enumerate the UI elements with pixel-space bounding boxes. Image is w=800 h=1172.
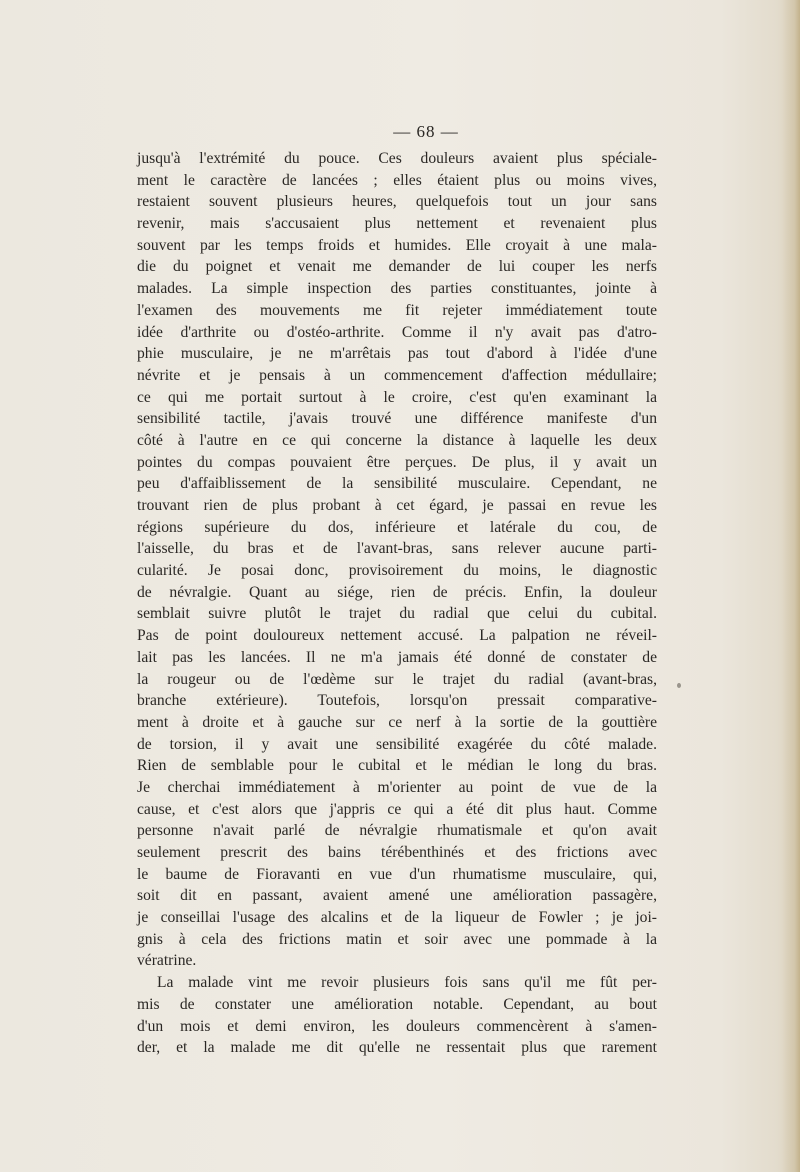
text-line: seulement prescrit des bains térébenthinés et des frictions avec (137, 844, 657, 861)
text-line: l'aisselle, du bras et de l'avant-bras, sans relever aucune parti- (137, 540, 657, 558)
text-line: branche extérieure). Toutefois, lorsqu'on pressait comparative- (137, 692, 657, 710)
page-number: — 68 — (393, 122, 459, 141)
text-line: semblait suivre plutôt le trajet du radial que celui du cubital. (137, 605, 657, 623)
text-line: pointes du compas pouvaient être perçues. De plus, il y avait un (137, 453, 657, 471)
text-line: souvent par les temps froids et humides. Elle croyait à une mala- (137, 236, 657, 254)
text-line: Pas de point douloureux nettement accusé. La palpation ne réveil- (137, 627, 657, 645)
body-text (137, 148, 657, 1059)
text-line: cause, et c'est alors que j'appris ce qui a été dit plus haut. Comme (137, 800, 657, 818)
page-edge-shadow (782, 0, 800, 1172)
text-line: die du poignet et venait me demander de lui couper les nerfs (137, 258, 657, 276)
text-line: l'examen des mouvements me fit rejeter immédiatement toute (137, 301, 657, 319)
text-line: idée d'arthrite ou d'ostéo-arthrite. Comme il n'y avait pas d'atro- (137, 323, 657, 341)
text-line: jusqu'à l'extrémité du pouce. Ces douleurs avaient plus spéciale- (137, 150, 657, 167)
text-line: cularité. Je posai donc, provisoirement du moins, le diagnostic (137, 562, 657, 580)
text-line: Rien de semblable pour le cubital et le médian le long du bras. (137, 757, 657, 775)
text-line: je conseillai l'usage des alcalins et de la liqueur de Fowler ; je joi- (137, 909, 657, 927)
text-line: régions supérieure du dos, inférieure et latérale du cou, de (137, 518, 657, 536)
text-line: de torsion, il y avait une sensibilité exagérée du côté malade. (137, 735, 657, 753)
text-line: personne n'avait parlé de névralgie rhumatismale et qu'on avait (137, 822, 657, 840)
text-line: sensibilité tactile, j'avais trouvé une différence manifeste d'un (137, 410, 657, 428)
text-line: mis de constater une amélioration notable. Cependant, au bout (137, 995, 657, 1013)
text-line: soit dit en passant, avaient amené une amélioration passagère, (137, 887, 657, 905)
text-line: ce qui me portait surtout à le croire, c'est qu'en examinant la (137, 388, 657, 406)
text-line: côté à l'autre en ce qui concerne la distance à laquelle les deux (137, 431, 657, 449)
text-line: d'un mois et demi environ, les douleurs commencèrent à s'amen- (137, 1017, 657, 1035)
text-line: restaient souvent plusieurs heures, quelquefois tout un jour sans (137, 193, 657, 211)
text-line: de névralgie. Quant au siége, rien de précis. Enfin, la douleur (137, 583, 657, 601)
text-line: revenir, mais s'accusaient plus nettement et revenaient plus (137, 215, 657, 233)
text-line: névrite et je pensais à un commencement d'affection médullaire; (137, 366, 657, 384)
text-line: der, et la malade me dit qu'elle ne ressentait plus que rarement (137, 1039, 657, 1057)
ink-speck (677, 683, 681, 688)
text-line: ment le caractère de lancées ; elles étaient plus ou moins vives, (137, 171, 657, 189)
text-line: lait pas les lancées. Il ne m'a jamais été donné de constater de (137, 648, 657, 666)
text-line: ment à droite et à gauche sur ce nerf à la sortie de la gouttière (137, 713, 657, 731)
text-line: vératrine. (137, 952, 197, 970)
text-line: trouvant rien de plus probant à cet égard, je passai en revue les (137, 497, 657, 514)
text-line: la rougeur ou de l'œdème sur le trajet du radial (avant-bras, (137, 670, 657, 688)
text-line: peu d'affaiblissement de la sensibilité musculaire. Cependant, ne (137, 475, 657, 493)
text-line: le baume de Fioravanti en vue d'un rhumatisme musculaire, qui, (137, 865, 657, 883)
text-line: Je cherchai immédiatement à m'orienter au point de vue de la (137, 778, 657, 796)
text-line: phie musculaire, je ne m'arrêtais pas tout d'abord à l'idée d'une (137, 345, 657, 363)
text-line: La malade vint me revoir plusieurs fois sans qu'il me fût per- (157, 974, 657, 992)
text-line: malades. La simple inspection des parties constituantes, jointe à (137, 280, 657, 298)
text-line: gnis à cela des frictions matin et soir avec une pommade à la (137, 930, 657, 948)
